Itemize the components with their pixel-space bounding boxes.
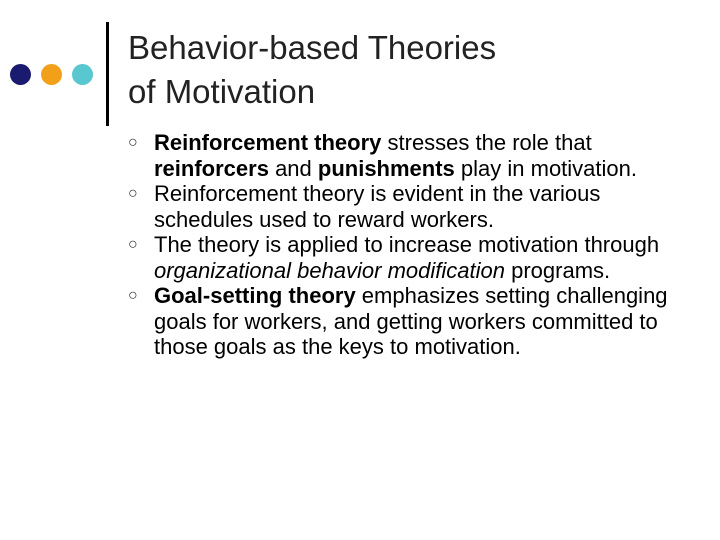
bold-term: reinforcers (154, 155, 269, 181)
bullet-text: emphasizes setting challenging goals for workers, and getting workers committed to those goals as the keys to motivation. (154, 283, 668, 359)
circle-bullet-icon: ○ (128, 134, 138, 151)
orange-dot-icon (41, 64, 62, 85)
bullet-list (128, 130, 698, 360)
title-divider (106, 22, 109, 126)
teal-dot-icon (72, 64, 93, 85)
bold-term: Goal‑setting theory (154, 283, 356, 308)
bullet-text: stresses the role that (381, 130, 592, 155)
bold-term: Reinforcement theory (154, 130, 382, 155)
bullet-item-reinforcement (128, 130, 698, 181)
decorative-dots (10, 64, 100, 86)
circle-bullet-icon: ○ (128, 287, 138, 304)
bullet-item-goal-setting (128, 283, 698, 360)
bullet-text: programs. (505, 257, 611, 283)
slide-title (128, 26, 688, 114)
italic-term: organizational behavior modification (154, 257, 505, 283)
circle-bullet-icon: ○ (128, 236, 138, 253)
bullet-text: The theory is applied to increase motivation through (154, 232, 660, 257)
bullet-item-schedules (128, 181, 698, 232)
bullet-text: play in motivation. (454, 155, 637, 181)
bullet-item-obm (128, 232, 698, 283)
bold-term: punishments (317, 155, 455, 181)
circle-bullet-icon: ○ (128, 185, 138, 202)
bullet-text: Reinforcement theory is evident in the various schedules used to reward workers. (154, 181, 601, 232)
bullet-text: and (268, 155, 318, 181)
slide-title-line-1: Behavior-based Theories (128, 29, 497, 66)
navy-dot-icon (10, 64, 31, 85)
slide-title-line-2: of Motivation (128, 73, 316, 110)
